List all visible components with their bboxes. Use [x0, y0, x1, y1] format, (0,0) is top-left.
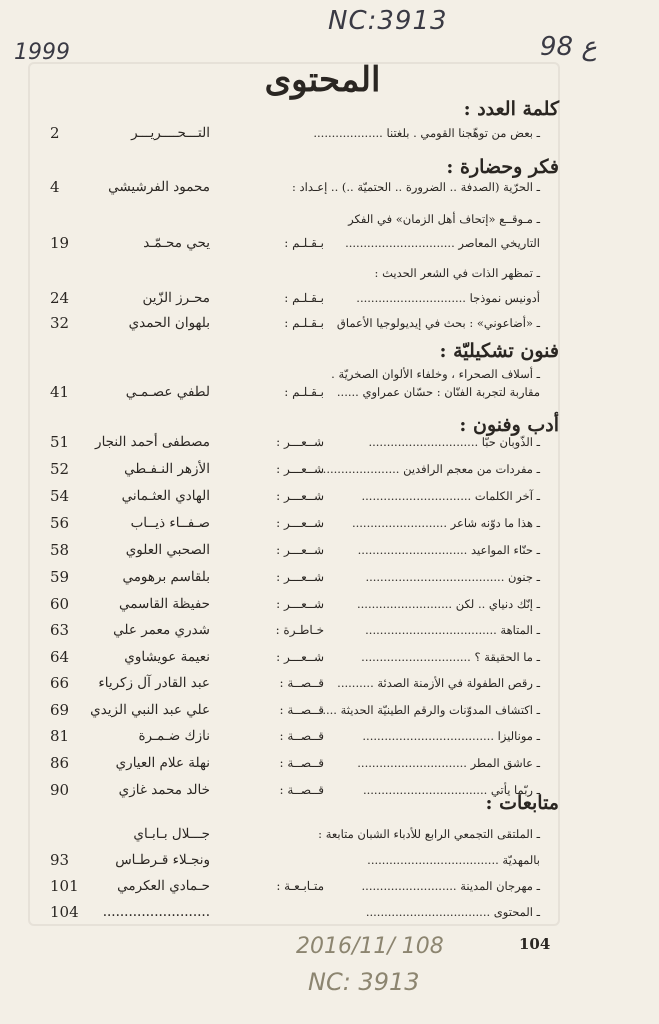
entry-page-number: 41 [50, 383, 70, 401]
entry-title: مقاربة لتجربة الفنّان : حسّان عمراوي ...... [336, 385, 540, 399]
entry-author: محمود الفرشيشي [108, 179, 210, 195]
toc-entry [40, 722, 540, 750]
entry-title: ـ «أضاعوني» : بحث في إيديولوجيا الأعماق [336, 316, 540, 330]
entry-page-number: 52 [50, 460, 70, 478]
handwritten-catalog-note: NC:3913 [328, 6, 448, 36]
entry-page-number: 90 [50, 781, 70, 799]
entry-author: يحي محـمّـد [143, 235, 210, 251]
entry-type: قــصــة : [279, 756, 324, 770]
entry-title: ـ الحرّية (الصدفة .. الضرورة .. الحتميّة ..) .. إعـداد : [291, 180, 540, 194]
entry-title: أدونيس نموذجا .............................. [356, 291, 540, 305]
entry-page-number: 32 [50, 314, 70, 332]
entry-title: ـ أسلاف الصحراء ، وخلفاء الألوان الصخريّة . [331, 367, 540, 381]
entry-page-number: 93 [50, 851, 70, 869]
entry-type: شــعـــر : [276, 489, 324, 503]
handwritten-issue-note: ع 98 [540, 32, 597, 62]
entry-type: شــعـــر : [276, 570, 324, 584]
toc-entry [40, 378, 540, 406]
entry-title: ـ الذّوبان حبّا .............................. [368, 435, 540, 449]
toc-entry [40, 643, 540, 671]
entry-type: قــصــة : [279, 676, 324, 690]
handwritten-year-note: 1999 [14, 40, 70, 65]
toc-entry [40, 898, 540, 926]
toc-entry [40, 229, 540, 257]
entry-page-number: 4 [50, 178, 60, 196]
entry-author: شدري معمر علي [113, 622, 210, 638]
entry-type: قــصــة : [279, 703, 324, 717]
toc-entry [40, 455, 540, 483]
toc-entry [40, 696, 540, 724]
entry-author: بلقاسم برهومي [122, 569, 210, 585]
toc-entry [40, 509, 540, 537]
toc-entry [40, 590, 540, 618]
toc-entry [40, 563, 540, 591]
entry-author: لطفي عصـمـي [125, 384, 210, 400]
entry-author: صـفــاء ذيــاب [130, 515, 210, 531]
entry-type: متـابـعـة : [276, 879, 324, 893]
entry-title: ـ عاشق المطر .............................. [357, 756, 540, 770]
entry-type: بـقـلـم : [284, 291, 324, 305]
entry-author: الأزهر النـفـطي [124, 461, 210, 477]
stamp-catalog-code: NC: 3913 [308, 968, 420, 996]
entry-page-number: 2 [50, 124, 60, 142]
entry-title: ـ مفردات من معجم الرافدين ...................... [319, 462, 540, 476]
entry-author: نهلة علام العياري [115, 755, 210, 771]
entry-author: عبد القادر آل زكرياء [98, 675, 210, 691]
entry-title: ـ تمظهر الذات في الشعر الحديث : [374, 266, 540, 280]
entry-title: التاريخي المعاصر .............................. [345, 236, 540, 250]
entry-title: ـ الملتقى التجمعي الرابع للأدباء الشبان متابعة : [318, 827, 540, 841]
entry-type: شــعـــر : [276, 543, 324, 557]
entry-type: قــصــة : [279, 783, 324, 797]
entry-author: الهادي العثـماني [121, 488, 210, 504]
entry-author: جـــلال بـابـاي [133, 826, 210, 842]
toc-entry [40, 846, 540, 874]
entry-type: بـقـلـم : [284, 385, 324, 399]
entry-title: ـ المحتوى .................................. [365, 905, 540, 919]
entry-type: شــعـــر : [276, 435, 324, 449]
entry-type: شــعـــر : [276, 650, 324, 664]
entry-author: ونجـلاء قـرطـاس [115, 852, 210, 868]
entry-title: ـ مهرجان المدينة .......................... [361, 879, 540, 893]
entry-title: ـ حنّاء المواعيد .............................. [357, 543, 540, 557]
entry-page-number: 54 [50, 487, 70, 505]
entry-author: مصطفى أحمد النجار [95, 434, 210, 450]
entry-author: التـــحــــريـــر [131, 125, 210, 141]
entry-page-number: 56 [50, 514, 70, 532]
entry-page-number: 66 [50, 674, 70, 692]
entry-page-number: 24 [50, 289, 70, 307]
entry-title: ـ موناليزا .................................... [362, 729, 540, 743]
entry-title: ـ آخر الكلمات .............................. [361, 489, 540, 503]
entry-title: بالمهديّة .................................... [367, 853, 540, 867]
toc-entry [40, 309, 540, 337]
entry-author: نازك ضـمـرة [138, 728, 210, 744]
toc-entry [40, 284, 540, 312]
section-heading: فكر وحضارة : [446, 156, 559, 178]
entry-page-number: 101 [50, 877, 79, 895]
entry-page-number: 19 [50, 234, 70, 252]
entry-title: ـ المتاهة .................................... [365, 623, 540, 637]
entry-title: ـ ما الحقيقة ؟ .............................. [361, 650, 540, 664]
toc-entry [40, 259, 540, 287]
entry-page-number: 86 [50, 754, 70, 772]
section-heading: فنون تشكيليّة : [439, 340, 559, 362]
toc-entry [40, 428, 540, 456]
entry-title: ـ اكتشاف المدوّنات والرقم الطينيّة الحديثة ..... [318, 703, 540, 717]
entry-title: ـ هذا ما دوّنه شاعر .......................... [351, 516, 540, 530]
entry-author: حـمادي العكرمي [117, 878, 210, 894]
entry-title: ـ رقص الطفولة في الأزمنة الصدئة .......... [337, 676, 540, 690]
entry-page-number: 81 [50, 727, 70, 745]
toc-entry [40, 820, 540, 848]
entry-type: بـقـلـم : [284, 316, 324, 330]
entry-author: علي عبد النبي الزيدي [90, 702, 210, 718]
entry-page-number: 63 [50, 621, 70, 639]
entry-type: شــعـــر : [276, 462, 324, 476]
section-heading: أدب وفنون : [459, 414, 559, 436]
entry-type: خـاطـرة : [275, 623, 324, 637]
toc-entry [40, 616, 540, 644]
entry-type: بـقـلـم : [284, 236, 324, 250]
toc-entry [40, 173, 540, 201]
page-number: 104 [519, 935, 551, 953]
toc-entry [40, 482, 540, 510]
stamp-date: 2016/11/ 108 [296, 934, 444, 959]
toc-entry [40, 776, 540, 804]
entry-page-number: 51 [50, 433, 70, 451]
entry-type: شــعـــر : [276, 516, 324, 530]
entry-author: نعيمة عويشاوي [124, 649, 210, 665]
entry-author: خالد محمد غازي [118, 782, 210, 798]
section-heading: متابعات : [485, 792, 559, 814]
entry-page-number: 59 [50, 568, 70, 586]
entry-title: ـ ربّما يأتي .................................. [362, 783, 540, 797]
entry-page-number: 64 [50, 648, 70, 666]
toc-entry [40, 749, 540, 777]
page-title: المحتوى [264, 60, 381, 100]
entry-author: حفيظة القاسمي [118, 596, 210, 612]
toc-entry [40, 536, 540, 564]
toc-entry [40, 119, 540, 147]
entry-page-number: 104 [50, 903, 79, 921]
entry-title: ـ مـوقــع «إتحاف أهل الزمان» في الفكر [348, 212, 540, 226]
entry-title: ـ بعض من توهّجنا القومي . بلغتنا ................... [313, 126, 540, 140]
entry-page-number: 58 [50, 541, 70, 559]
entry-type: قــصــة : [279, 729, 324, 743]
entry-author: بلهوان الحمدي [128, 315, 210, 331]
entry-title: ـ إنّك دنياي .. لكن .......................... [357, 597, 540, 611]
entry-page-number: 69 [50, 701, 70, 719]
entry-author: ......................... [102, 904, 210, 920]
entry-author: محـرز الزّين [142, 290, 210, 306]
entry-author: الصحبي العلوي [125, 542, 210, 558]
entry-title: ـ جنون ...................................... [365, 570, 540, 584]
toc-entry [40, 872, 540, 900]
toc-entry [40, 669, 540, 697]
section-heading: كلمة العدد : [463, 98, 559, 120]
entry-page-number: 60 [50, 595, 70, 613]
entry-type: شــعـــر : [276, 597, 324, 611]
